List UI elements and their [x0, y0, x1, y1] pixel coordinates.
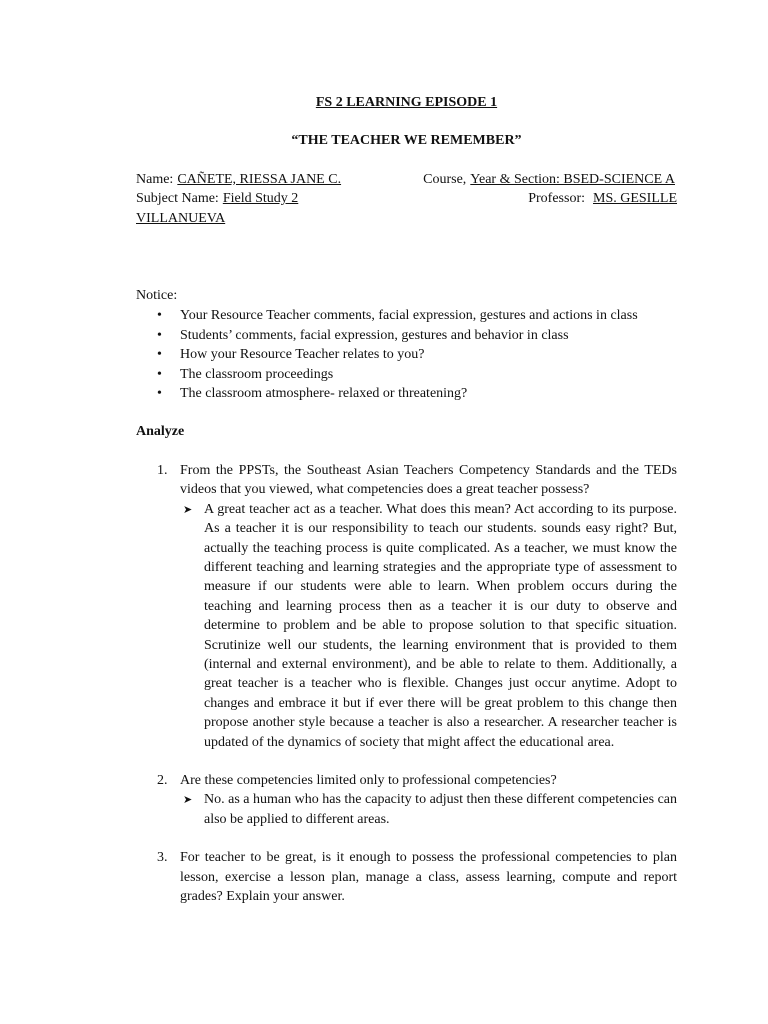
notice-label: Notice: [136, 288, 178, 304]
list-item: • The classroom proceedings [136, 365, 677, 384]
question-text: Are these competencies limited only to professional competencies? [180, 772, 557, 788]
info-row-subject [136, 189, 677, 208]
answer-text: No. as a human who has the capacity to adjust then these different competencies can also be applied to different areas. [204, 792, 677, 827]
document-page [136, 93, 677, 925]
course-value: Year & Section: BSED-SCIENCE A [470, 171, 675, 187]
name-label: Name: [136, 171, 174, 187]
student-info [136, 170, 677, 228]
analyze-heading: Analyze [136, 424, 185, 440]
info-row-professor-cont [136, 209, 677, 228]
subject-label: Subject Name: [136, 191, 219, 207]
question-item [136, 771, 677, 829]
question-item [136, 461, 677, 752]
question-number: 3. [157, 850, 168, 866]
question-text: From the PPSTs, the Southeast Asian Teachers Competency Standards and the TEDs videos that you viewed, what competencies does a great teacher possess? [180, 462, 677, 498]
answer-text: A great teacher act as a teacher. What does this mean? Act according to its purpose. As a teacher it is our responsibility to teach our students. sounds easy right? But, actually the teaching process is quite complicated. As a teacher, we must know the different teaching and learning strategies and the appropriate type of assessment to measure if our students were able to learn. When problem occurs during the teaching and learning process then as a teacher it is our duty to observe and determine to problem and be able to propose solution to that specific situation. Scrutinize well our students, the learning environment that is provided to them (internal and external environment), and be able to relate to them. Additionally, a great teacher is a teacher who is flexible. Changes just occur anytime. Adopt to changes and embrace it but if ever there will be great problem to this change then propose another style because a teacher is also a researcher. A researcher teacher is updated of the dynamics of society that might affect the educational area. [204, 501, 677, 750]
question-item [136, 848, 677, 906]
arrow-bullet-icon: ➤ [183, 793, 193, 807]
notice-list [136, 306, 677, 403]
question-number: 1. [157, 462, 168, 478]
bullet-icon: • [157, 327, 162, 343]
name-value: CAÑETE, RIESSA JANE C. [177, 171, 342, 187]
bullet-icon: • [157, 347, 162, 363]
question-text: For teacher to be great, is it enough to possess the professional competencies to plan lesson, exercise a lesson plan, manage a class, assess learning, compute and report grades? Explain your answer. [180, 850, 677, 904]
arrow-bullet-icon: ➤ [183, 502, 193, 516]
professor-value-continued: VILLANUEVA [136, 210, 226, 226]
professor-label: Professor: [528, 191, 585, 207]
document-subtitle: “THE TEACHER WE REMEMBER” [291, 133, 522, 149]
notice-section [136, 286, 677, 403]
document-title: FS 2 LEARNING EPISODE 1 [315, 95, 498, 110]
professor-value: MS. GESILLE [593, 191, 677, 207]
info-row-name [136, 170, 677, 189]
list-item: • Your Resource Teacher comments, facial expression, gestures and actions in class [136, 306, 677, 325]
list-item: • The classroom atmosphere- relaxed or threatening? [136, 384, 677, 403]
question-list [136, 461, 677, 907]
bullet-icon: • [157, 366, 162, 382]
answer-item [180, 790, 677, 829]
answer-item [180, 500, 677, 752]
bullet-icon: • [157, 386, 162, 402]
subject-value: Field Study 2 [222, 191, 299, 207]
bullet-icon: • [157, 308, 162, 324]
question-number: 2. [157, 772, 168, 788]
course-label: Course, [423, 171, 467, 187]
list-item: • How your Resource Teacher relates to you? [136, 345, 677, 364]
list-item: • Students’ comments, facial expression, gestures and behavior in class [136, 326, 677, 345]
